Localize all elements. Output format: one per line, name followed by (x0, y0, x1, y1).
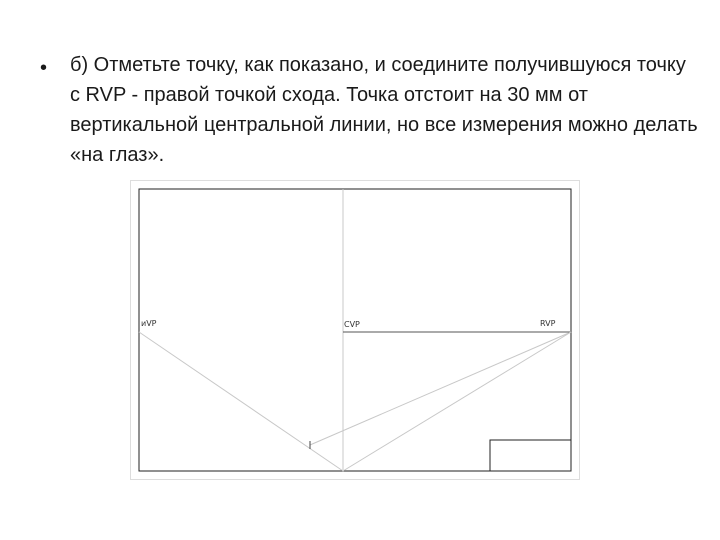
title-block (490, 440, 571, 471)
guide-line-rvp-point (310, 332, 571, 445)
instruction-text: б) Отметьте точку, как показано, и соедините получившуюся точку с RVP - правой точкой схода. Точка отстоит на 30 мм от вертикальной центральной линии, но все измерения можно делать «на глаз». (70, 54, 698, 166)
drawing-border (139, 189, 571, 471)
outer-border (131, 181, 580, 480)
perspective-drawing (130, 180, 580, 480)
guide-line-lvp (139, 332, 343, 471)
label-right-vp: RVP (540, 319, 556, 328)
label-center-vp: CVP (344, 320, 360, 329)
drawing-canvas (130, 180, 580, 480)
guide-line-rvp-bottom (343, 332, 571, 471)
bullet-icon: • (40, 57, 48, 79)
label-left-vp: ᴎVP (141, 319, 157, 328)
